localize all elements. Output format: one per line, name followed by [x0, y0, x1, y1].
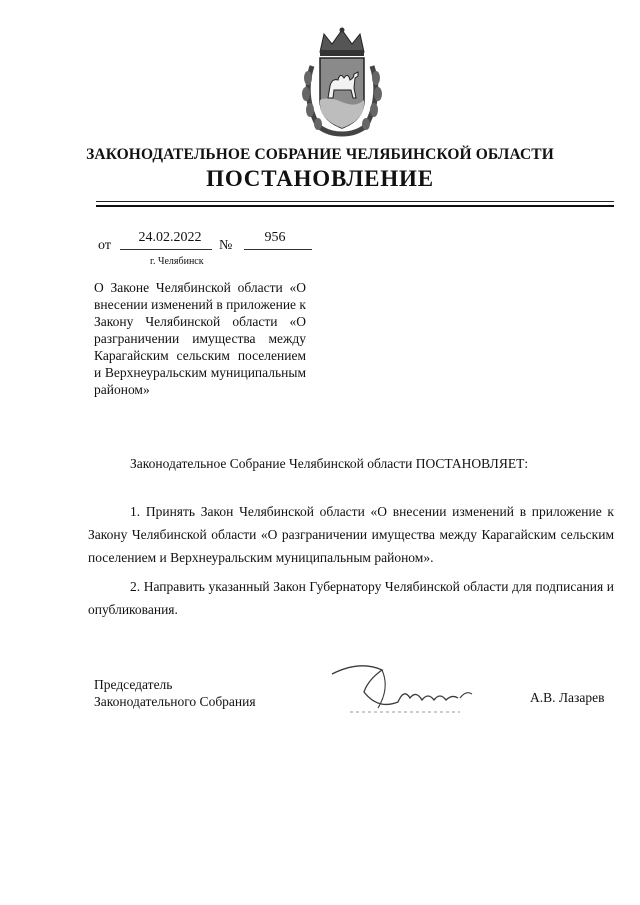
signatory-position — [94, 676, 256, 710]
resolution-item-1-text: 1. Принять Закон Челябинской области «О внесении изменений в приложение к Закону Челябинской области «О разграничении имущества между Карагайским сельским поселением и Верхнеуральским муниципальным районом». — [88, 504, 614, 565]
header-divider-thick — [96, 205, 614, 207]
city-label: г. Челябинск — [150, 256, 204, 267]
number-sign-label: № — [219, 238, 233, 253]
date-underline — [120, 249, 212, 250]
regional-coat-of-arms-emblem — [298, 26, 386, 138]
document-type-title: ПОСТАНОВЛЕНИЕ — [206, 166, 434, 191]
signatory-position-line-2: Законодательного Собрания — [94, 694, 256, 709]
resolution-intro: Законодательное Собрание Челябинской области ПОСТАНОВЛЯЕТ: — [130, 456, 529, 471]
header-divider-thin — [96, 201, 614, 202]
resolution-item-1 — [88, 500, 614, 569]
signatory-name: А.В. Лазарев — [530, 690, 605, 705]
resolution-item-2-text: 2. Направить указанный Закон Губернатору Челябинской области для подписания и опубликования. — [88, 579, 614, 617]
handwritten-signature — [320, 658, 490, 720]
document-date: 24.02.2022 — [138, 230, 202, 245]
document-subject: О Законе Челябинской области «О внесении изменений в приложение к Закону Челябинской области «О разграничении имущества между Карагайским сельским поселением и Верхнеуральским муниципальным районом» — [94, 280, 306, 397]
date-prefix-label: от — [98, 238, 111, 253]
organization-name: ЗАКОНОДАТЕЛЬНОЕ СОБРАНИЕ ЧЕЛЯБИНСКОЙ ОБЛАСТИ — [86, 146, 554, 163]
signatory-position-line-1: Председатель — [94, 677, 173, 692]
document-number: 956 — [264, 230, 286, 245]
number-underline — [244, 249, 312, 250]
resolution-item-2 — [88, 575, 614, 621]
